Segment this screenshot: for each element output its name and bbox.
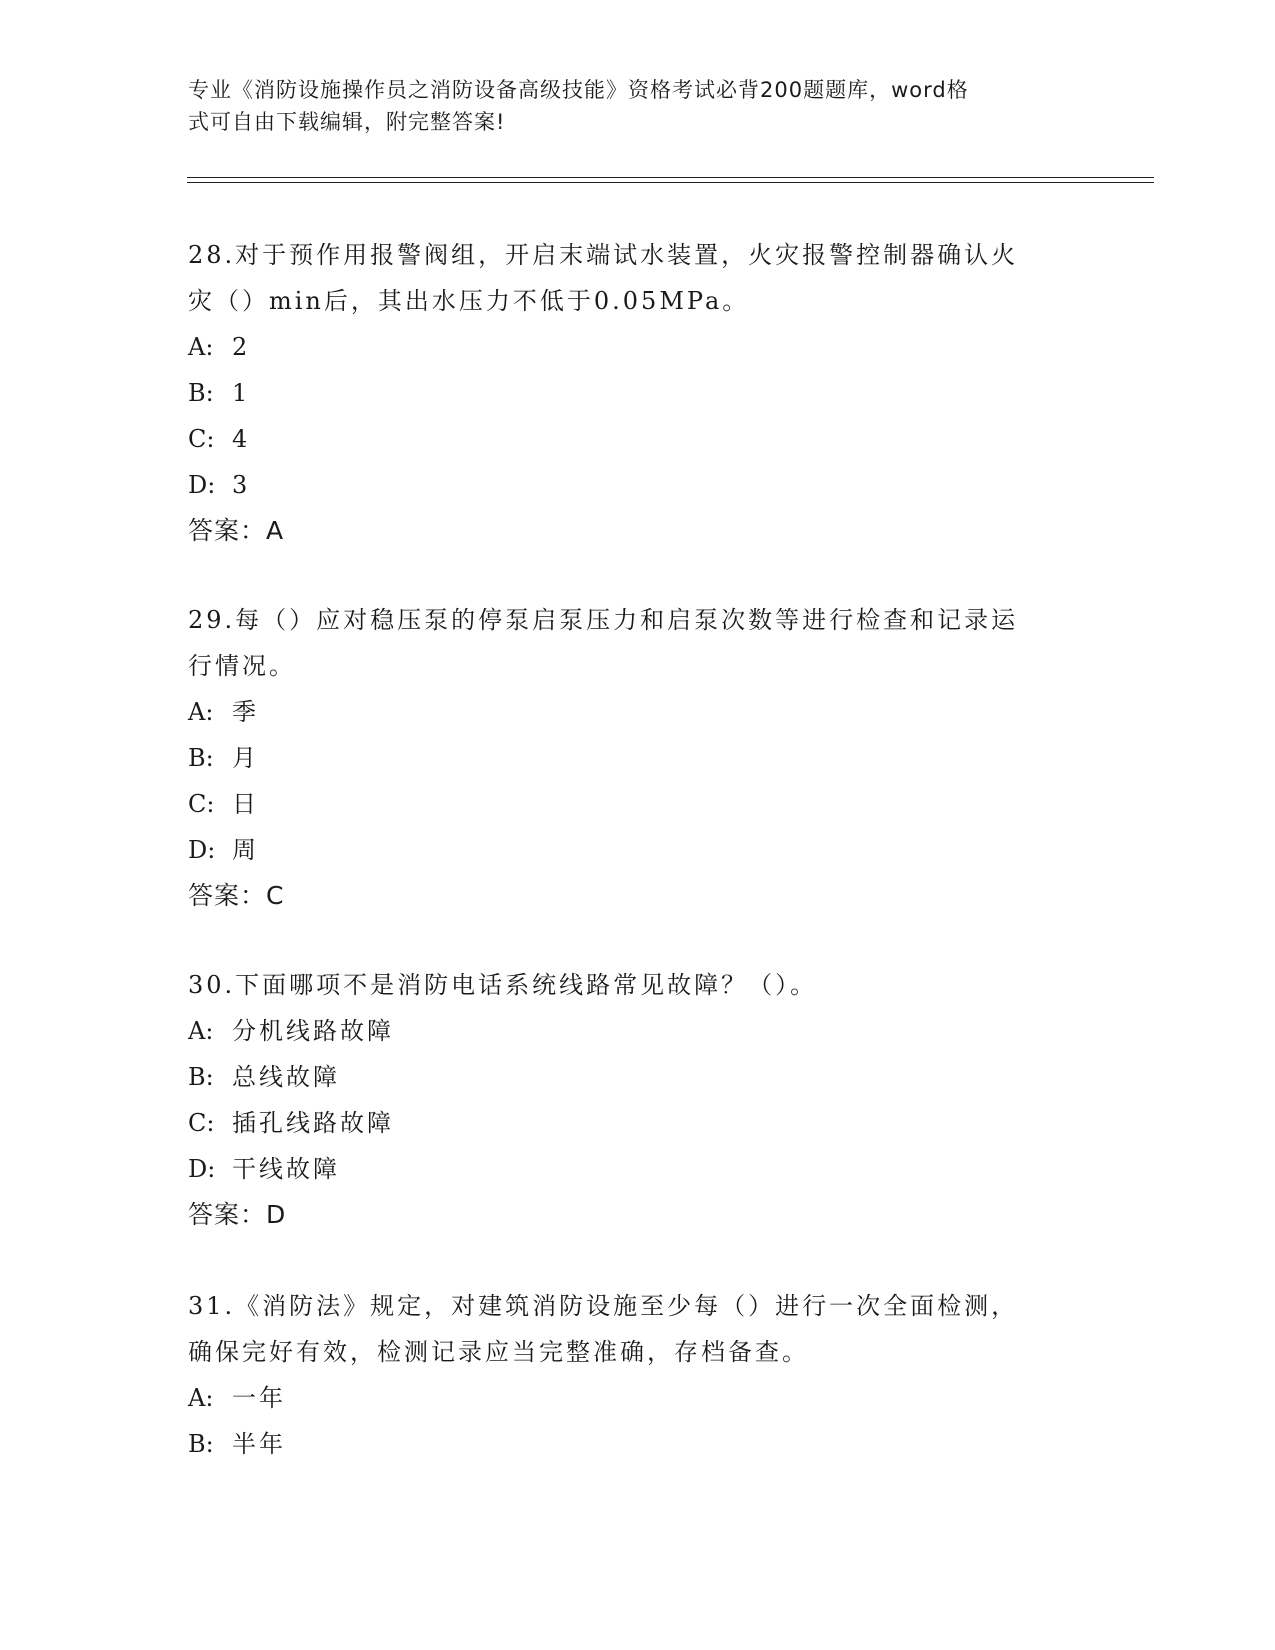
header-divider-top [187,177,1154,178]
question-30 [188,962,1088,1238]
option-text: 季 [232,698,259,726]
question-28 [188,232,1088,554]
answer-line: 答案：D [188,1200,287,1229]
option-a [188,1008,1088,1054]
answer-line: 答案：C [188,881,285,910]
option-text: 半年 [232,1430,286,1458]
option-text: 4 [232,425,251,453]
option-d [188,462,1088,508]
document-header [188,74,1068,138]
question-stem [188,1283,1088,1375]
option-text: 月 [232,744,259,772]
option-text: 日 [232,790,259,818]
option-a [188,689,1088,735]
option-letter: B: [188,744,214,772]
question-29 [188,597,1088,919]
option-letter: D: [188,1155,216,1183]
header-line-1: 专业《消防设施操作员之消防设备高级技能》资格考试必背200题题库，word格 [188,78,969,102]
question-stem-line: 29.每（）应对稳压泵的停泵启泵压力和启泵次数等进行检查和记录运 [188,606,1019,634]
header-divider-bottom [187,182,1154,183]
option-text: 3 [232,471,251,499]
option-letter: B: [188,1430,214,1458]
question-stem [188,232,1088,324]
option-letter: A: [188,1384,214,1412]
option-text: 干线故障 [232,1155,340,1183]
option-b [188,370,1088,416]
question-stem-line: 确保完好有效，检测记录应当完整准确，存档备查。 [188,1338,809,1366]
option-letter: D: [188,836,216,864]
question-stem [188,962,1088,1008]
option-c [188,1100,1088,1146]
option-letter: A: [188,333,214,361]
option-c [188,416,1088,462]
option-text: 插孔线路故障 [232,1109,394,1137]
question-stem [188,597,1088,689]
question-stem-line: 31.《消防法》规定，对建筑消防设施至少每（）进行一次全面检测， [188,1292,1019,1320]
option-letter: A: [188,698,214,726]
option-b [188,1054,1088,1100]
answer-line: 答案：A [188,516,285,545]
option-text: 分机线路故障 [232,1017,394,1045]
option-letter: B: [188,1063,214,1091]
option-text: 1 [232,379,251,407]
option-c [188,781,1088,827]
option-d [188,827,1088,873]
option-letter: D: [188,471,216,499]
option-letter: C: [188,790,215,818]
question-stem-line: 30.下面哪项不是消防电话系统线路常见故障？（）。 [188,971,818,999]
question-stem-line: 灾（）min后，其出水压力不低于0.05MPa。 [188,287,750,315]
question-stem-line: 28.对于预作用报警阀组，开启末端试水装置，火灾报警控制器确认火 [188,241,1019,269]
question-31 [188,1283,1088,1467]
option-a [188,324,1088,370]
option-text: 一年 [232,1384,286,1412]
option-letter: B: [188,379,214,407]
option-letter: C: [188,425,215,453]
option-text: 总线故障 [232,1063,340,1091]
option-letter: A: [188,1017,214,1045]
option-text: 2 [232,333,251,361]
option-b [188,735,1088,781]
header-line-2: 式可自由下载编辑，附完整答案! [188,110,506,134]
option-d [188,1146,1088,1192]
option-letter: C: [188,1109,215,1137]
option-b [188,1421,1088,1467]
question-stem-line: 行情况。 [188,652,296,680]
option-a [188,1375,1088,1421]
option-text: 周 [232,836,259,864]
